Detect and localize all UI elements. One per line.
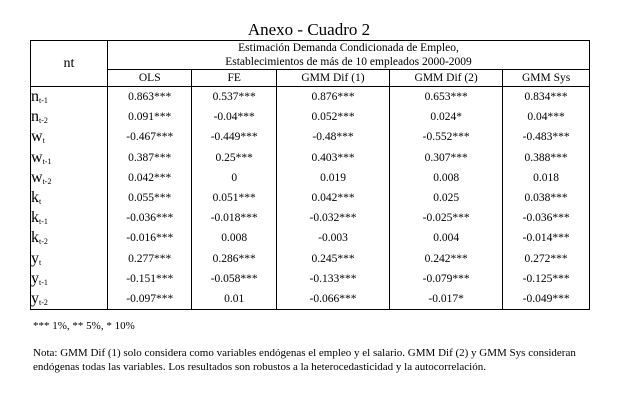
coefficient-cell: 0.537*** (192, 87, 276, 108)
variable-subscript: t-1 (39, 96, 48, 106)
variable-label (31, 168, 108, 188)
variable-symbol: w (31, 148, 43, 166)
coefficient-cell: -0.066*** (276, 289, 389, 310)
variable-subscript: t-1 (42, 156, 52, 166)
coefficient-cell: -0.151*** (108, 269, 192, 289)
coefficient-cell: 0.25*** (192, 148, 276, 168)
coefficient-cell: 0.019 (276, 168, 389, 188)
variable-subscript: t-2 (39, 237, 48, 247)
nt-header: nt (31, 41, 108, 87)
coefficient-cell: 0.042*** (108, 168, 192, 188)
table-body (31, 87, 590, 310)
column-header-gmm-dif-2: GMM Dif (2) (390, 70, 503, 87)
estimation-line-1: Estimación Demanda Condicionada de Empleo, (238, 42, 459, 54)
coefficient-cell: 0.286*** (192, 249, 276, 269)
variable-symbol: k (31, 189, 39, 207)
coefficient-cell: -0.017* (390, 289, 503, 310)
table-row (31, 228, 590, 248)
coefficient-cell: 0.04*** (503, 107, 590, 127)
column-header-fe: FE (192, 70, 276, 87)
coefficient-cell: -0.079*** (390, 269, 503, 289)
variable-label (31, 249, 108, 269)
coefficient-cell: 0.876*** (276, 87, 389, 108)
coefficient-cell: 0.403*** (276, 148, 389, 168)
coefficient-cell: -0.125*** (503, 269, 590, 289)
variable-symbol: y (31, 289, 39, 307)
coefficient-cell: 0.038*** (503, 188, 590, 208)
coefficient-cell: -0.032*** (276, 208, 389, 228)
coefficient-cell: -0.036*** (503, 208, 590, 228)
table-note: Nota: GMM Dif (1) solo considera como variables endógenas el empleo y el salario. GMM Dif (2) y GMM Sys consideran endógenas todas las variables. Los resultados son robustos a la heterocedasticidad y la autocorrelación. (33, 347, 576, 373)
coefficient-cell: 0.653*** (390, 87, 503, 108)
coefficient-cell: 0.025 (390, 188, 503, 208)
column-header-ols: OLS (108, 70, 192, 87)
table-row (31, 249, 590, 269)
variable-symbol: k (31, 229, 39, 247)
variable-subscript: t-1 (39, 217, 48, 227)
coefficient-cell: 0.307*** (390, 148, 503, 168)
coefficient-cell: 0.388*** (503, 148, 590, 168)
table-row (31, 148, 590, 168)
coefficient-cell: 0.272*** (503, 249, 590, 269)
table-row (31, 107, 590, 127)
variable-symbol: n (31, 108, 39, 126)
variable-symbol: w (31, 128, 43, 146)
column-header-gmm-dif-1: GMM Dif (1) (276, 70, 389, 87)
coefficient-cell: -0.467*** (108, 127, 192, 147)
variable-label (31, 188, 108, 208)
coefficient-cell: 0.01 (192, 289, 276, 310)
coefficient-cell: -0.133*** (276, 269, 389, 289)
significance-legend: *** 1%, ** 5%, * 10% (33, 320, 135, 332)
coefficient-cell: 0.004 (390, 228, 503, 248)
coefficient-cell: -0.018*** (192, 208, 276, 228)
coefficient-cell: 0.863*** (108, 87, 192, 108)
coefficient-cell: -0.552*** (390, 127, 503, 147)
coefficient-cell: -0.014*** (503, 228, 590, 248)
variable-label (31, 269, 108, 289)
variable-label (31, 87, 108, 108)
coefficient-cell: -0.449*** (192, 127, 276, 147)
coefficient-cell: 0.055*** (108, 188, 192, 208)
table-title: Anexo - Cuadro 2 (247, 20, 371, 39)
coefficient-cell: -0.04*** (192, 107, 276, 127)
coefficient-cell: -0.058*** (192, 269, 276, 289)
variable-subscript: t-2 (42, 176, 52, 186)
variable-subscript: t (39, 257, 42, 267)
variable-label (31, 208, 108, 228)
coefficient-cell: -0.003 (276, 228, 389, 248)
table-row (31, 289, 590, 310)
variable-subscript: t (39, 197, 42, 207)
variable-symbol: w (31, 168, 43, 186)
table-row (31, 188, 590, 208)
coefficient-cell: -0.097*** (108, 289, 192, 310)
coefficient-cell: -0.036*** (108, 208, 192, 228)
coefficient-cell: -0.016*** (108, 228, 192, 248)
coefficient-cell: -0.025*** (390, 208, 503, 228)
variable-symbol: y (31, 249, 39, 267)
coefficient-cell: 0.242*** (390, 249, 503, 269)
coefficient-cell: 0.051*** (192, 188, 276, 208)
coefficient-cell: 0.387*** (108, 148, 192, 168)
coefficient-cell: 0.024* (390, 107, 503, 127)
coefficient-cell: 0 (192, 168, 276, 188)
variable-label (31, 107, 108, 127)
table-row (31, 87, 590, 108)
estimation-line-2: Establecimientos de más de 10 empleados 2000-2009 (225, 56, 472, 68)
coefficient-cell: -0.483*** (503, 127, 590, 147)
coefficient-cell: 0.052*** (276, 107, 389, 127)
variable-label (31, 289, 108, 310)
coefficient-cell: 0.834*** (503, 87, 590, 108)
variable-label (31, 127, 108, 147)
coefficient-cell: -0.48*** (276, 127, 389, 147)
estimation-header (108, 41, 590, 70)
coefficient-cell: -0.049*** (503, 289, 590, 310)
regression-table (30, 40, 590, 310)
variable-subscript: t-1 (39, 277, 48, 287)
variable-label (31, 148, 108, 168)
coefficient-cell: 0.277*** (108, 249, 192, 269)
coefficient-cell: 0.018 (503, 168, 590, 188)
table-row (31, 127, 590, 147)
variable-subscript: t (42, 136, 45, 146)
coefficient-cell: 0.008 (192, 228, 276, 248)
table-row (31, 208, 590, 228)
coefficient-cell: 0.091*** (108, 107, 192, 127)
variable-symbol: n (31, 88, 39, 106)
variable-symbol: k (31, 209, 39, 227)
column-header-gmm-sys: GMM Sys (503, 70, 590, 87)
variable-subscript: t-2 (39, 297, 48, 307)
variable-symbol: y (31, 269, 39, 287)
variable-subscript: t-2 (39, 116, 48, 126)
table-row (31, 269, 590, 289)
coefficient-cell: 0.245*** (276, 249, 389, 269)
coefficient-cell: 0.042*** (276, 188, 389, 208)
table-row (31, 168, 590, 188)
coefficient-cell: 0.008 (390, 168, 503, 188)
variable-label (31, 228, 108, 248)
